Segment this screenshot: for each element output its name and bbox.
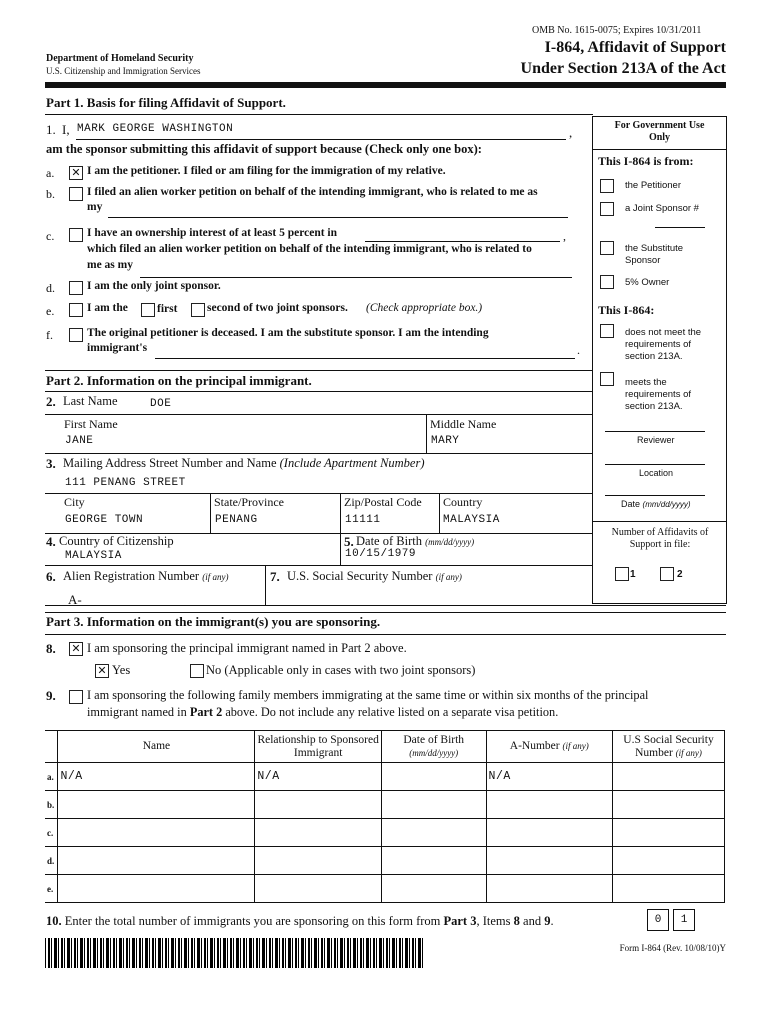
q9-checkbox[interactable] [69, 690, 83, 704]
from-substitute-label: the Substitute Sponsor [625, 243, 684, 266]
row-anumber-cell[interactable] [486, 875, 612, 903]
ssn-label-text: U.S. Social Security Number [287, 569, 433, 583]
q10-part: Part 3 [443, 914, 477, 928]
col-anumber-hint: (if any) [562, 741, 589, 751]
option-a-letter: a. [46, 166, 55, 180]
alien-ssn-divider [265, 565, 266, 605]
q10-text-2: , Items [476, 914, 511, 928]
mailing-address-hint: (Include Apartment Number) [279, 456, 425, 470]
agency-name: U.S. Citizenship and Immigration Services [46, 66, 201, 76]
dob-label-text: Date of Birth [356, 534, 422, 548]
reviewer-line[interactable] [605, 431, 705, 432]
last-name-label: Last Name [63, 394, 118, 408]
country-field[interactable]: MALAYSIA [443, 514, 500, 526]
from-petitioner-checkbox[interactable] [600, 179, 614, 193]
reviewer-label: Reviewer [637, 435, 675, 445]
q8-label: I am sponsoring the principal immigrant named in Part 2 above. [87, 641, 407, 655]
option-e-first-checkbox[interactable] [141, 303, 155, 317]
alien-reg-label [63, 569, 228, 584]
citizenship-dob-divider [340, 533, 341, 565]
q9-number: 9. [46, 688, 56, 703]
zip-field[interactable]: 11111 [345, 514, 381, 526]
row-anumber-cell[interactable] [486, 819, 612, 847]
option-b-label: I filed an alien worker petition on behalf of the intending immigrant, who is related to me as [87, 186, 538, 198]
department-name: Department of Homeland Security [46, 53, 194, 64]
q10-item-8: 8 [513, 914, 520, 928]
option-f-line2: immigrant's [87, 342, 148, 354]
col-dob-header [381, 731, 486, 763]
row-dob-cell[interactable] [381, 875, 486, 903]
option-b-checkbox[interactable] [69, 187, 83, 201]
row-name-cell[interactable] [58, 791, 255, 819]
row-ssn-cell[interactable] [613, 791, 725, 819]
q9-line2-a: immigrant named in [87, 705, 187, 719]
part2-rule [45, 391, 593, 392]
row-name-cell[interactable] [58, 819, 255, 847]
option-a-label: I am the petitioner. I filed or am filing for the immigration of my relative. [87, 165, 446, 177]
q8-checkbox[interactable]: ✕ [69, 642, 83, 656]
row-relationship-cell[interactable] [255, 847, 381, 875]
citizenship-row-rule [45, 565, 593, 566]
last-name-field[interactable]: DOE [150, 398, 172, 410]
option-b-my: my [87, 201, 103, 213]
row-name-cell[interactable]: N/A [58, 763, 255, 791]
citizenship-label: Country of Citizenship [59, 534, 174, 548]
row-ssn-cell[interactable] [613, 763, 725, 791]
q10-and: and [523, 914, 542, 928]
q3-number: 3. [46, 456, 56, 471]
q2-number: 2. [46, 394, 56, 409]
table-row [45, 875, 725, 903]
row-dob-cell[interactable] [381, 819, 486, 847]
table-row [45, 819, 725, 847]
from-substitute-checkbox[interactable] [600, 241, 614, 255]
q4-number: 4. [46, 534, 56, 549]
q1-label: I, [62, 122, 70, 137]
q8-no-checkbox[interactable] [190, 664, 204, 678]
from-joint-sponsor-label: a Joint Sponsor # [625, 203, 699, 214]
total-digit-2-box[interactable]: 1 [673, 909, 695, 931]
sponsored-members-table [45, 730, 725, 903]
first-middle-divider [426, 414, 427, 453]
q6-number: 6. [46, 569, 56, 584]
date-format-hint: (mm/dd/yyyy) [642, 500, 691, 509]
row-dob-cell[interactable] [381, 763, 486, 791]
row-letter: b. [45, 791, 58, 819]
affidavit-count-1-label: 1 [630, 569, 636, 580]
part1-rule [45, 114, 593, 115]
street-rule [45, 493, 593, 494]
col-relationship-header: Relationship to Sponsored Immigrant [255, 731, 381, 763]
q9-line2 [87, 705, 558, 720]
affidavit-count-1-checkbox[interactable] [615, 567, 629, 581]
does-not-meet-label: does not meet the requirements of section 213A. [625, 327, 702, 362]
option-f-relationship-line[interactable] [155, 358, 575, 359]
name-row-rule [45, 453, 593, 454]
row-ssn-cell[interactable] [613, 819, 725, 847]
sponsor-name-underline [76, 139, 566, 140]
citizenship-field[interactable]: MALAYSIA [65, 550, 122, 562]
q10-item-9: 9 [544, 914, 551, 928]
row-relationship-cell[interactable] [255, 791, 381, 819]
meets-checkbox[interactable] [600, 372, 614, 386]
country-label: Country [443, 495, 483, 509]
option-f-label: The original petitioner is deceased. I am the substitute sponsor. I am the intending [87, 327, 489, 339]
government-use-box [592, 116, 727, 604]
ssn-hint: (if any) [435, 572, 462, 582]
row-relationship-cell[interactable] [255, 875, 381, 903]
affidavit-count-2-checkbox[interactable] [660, 567, 674, 581]
option-e-second-label: second of two joint sponsors. [207, 302, 348, 314]
row-relationship-cell[interactable]: N/A [255, 763, 381, 791]
mailing-address-text: Mailing Address Street Number and Name [63, 456, 277, 470]
option-e-label-1: I am the [87, 302, 128, 314]
gov-use-rule [593, 149, 726, 150]
mailing-address-label [63, 456, 425, 471]
table-row [45, 791, 725, 819]
q1-comma: , [569, 125, 573, 140]
affidavits-rule [593, 521, 726, 522]
state-zip-divider [340, 493, 341, 533]
option-e-letter: e. [46, 304, 55, 318]
row-anumber-cell[interactable]: N/A [486, 763, 612, 791]
option-f-letter: f. [46, 328, 53, 342]
date-line[interactable] [605, 495, 705, 496]
city-field[interactable]: GEORGE TOWN [65, 514, 144, 526]
part1-heading: Part 1. Basis for filing Affidavit of Support. [46, 95, 286, 110]
option-c-relationship-line[interactable] [140, 277, 572, 278]
option-e-checkbox[interactable] [69, 303, 83, 317]
affidavit-count-2-label: 2 [677, 569, 683, 580]
ssn-label [287, 569, 462, 584]
option-d-label: I am the only joint sponsor. [87, 280, 221, 292]
q9-line1: I am sponsoring the following family members immigrating at the same time or within six months of the principal [87, 688, 649, 702]
option-c-comma: , [563, 229, 566, 243]
row-dob-cell[interactable] [381, 847, 486, 875]
date-label [621, 498, 691, 511]
q7-number: 7. [270, 569, 280, 584]
form-revision: Form I-864 (Rev. 10/08/10)Y [619, 943, 726, 953]
sponsor-name-field[interactable]: MARK GEORGE WASHINGTON [77, 123, 234, 135]
form-subtitle: Under Section 213A of the Act [520, 60, 726, 77]
q9-line2-c: above. Do not include any relative listed on a separate visa petition. [225, 705, 559, 719]
q8-yes-checkbox[interactable]: ✕ [95, 664, 109, 678]
location-label: Location [639, 468, 674, 478]
table-header-row [45, 731, 725, 763]
q1-number: 1. [46, 122, 56, 137]
q1-instruction: am the sponsor submitting this affidavit of support because (Check only one box): [46, 142, 482, 156]
q5-number: 5. [344, 534, 354, 549]
part2-heading: Part 2. Information on the principal immigrant. [46, 373, 312, 388]
alien-reg-field[interactable]: A- [68, 592, 82, 607]
table-row [45, 847, 725, 875]
from-owner-label: 5% Owner [625, 277, 670, 288]
row-ssn-cell[interactable] [613, 875, 725, 903]
street-field[interactable]: 111 PENANG STREET [65, 477, 186, 489]
q10-number: 10. [46, 914, 62, 928]
part3-rule [45, 634, 726, 635]
row-dob-cell[interactable] [381, 791, 486, 819]
row-anumber-cell[interactable] [486, 791, 612, 819]
date-label-text: Date [621, 499, 641, 509]
row-letter: c. [45, 819, 58, 847]
form-barcode [45, 938, 423, 968]
joint-sponsor-number-line[interactable] [655, 227, 705, 228]
col-dob-hint: (mm/dd/yyyy) [409, 747, 459, 758]
col-anumber-header [486, 731, 612, 763]
row-ssn-cell[interactable] [613, 847, 725, 875]
location-line[interactable] [605, 464, 705, 465]
option-f-period: . [577, 343, 580, 357]
from-owner-checkbox[interactable] [600, 275, 614, 289]
dob-hint: (mm/dd/yyyy) [425, 537, 475, 547]
row-letter: a. [45, 763, 58, 791]
option-b-letter: b. [46, 187, 55, 201]
option-c-checkbox[interactable] [69, 228, 83, 242]
this-heading: This I-864: [598, 303, 655, 317]
first-name-label: First Name [64, 417, 118, 431]
middle-name-label: Middle Name [430, 417, 497, 431]
q10-text-1: Enter the total number of immigrants you are sponsoring on this form from [64, 914, 441, 928]
option-e-hint: (Check appropriate box.) [366, 302, 483, 314]
col-ssn-header-text: U.S Social Security Number [623, 733, 714, 759]
row-relationship-cell[interactable] [255, 819, 381, 847]
city-label: City [64, 495, 85, 509]
last-name-rule [45, 414, 593, 415]
q10-label [46, 914, 554, 929]
option-b-relationship-line[interactable] [108, 217, 568, 218]
omb-number: OMB No. 1615-0075; Expires 10/31/2011 [532, 25, 702, 36]
zip-country-divider [439, 493, 440, 533]
option-e-first-label: first [157, 303, 178, 315]
option-d-letter: d. [46, 281, 55, 295]
q10-dot: . [550, 914, 554, 928]
row-name-cell[interactable] [58, 847, 255, 875]
q8-number: 8. [46, 641, 56, 656]
q8-yes-label: Yes [112, 663, 131, 677]
dob-field[interactable]: 10/15/1979 [345, 548, 417, 560]
middle-name-field[interactable]: MARY [431, 435, 460, 447]
total-digit-1-box[interactable]: 0 [647, 909, 669, 931]
from-petitioner-label: the Petitioner [625, 180, 681, 191]
option-c-line2: which filed an alien worker petition on behalf of the intending immigrant, who is related to [87, 243, 532, 255]
option-e-second-checkbox[interactable] [191, 303, 205, 317]
q8-no-label: No (Applicable only in cases with two joint sponsors) [206, 663, 476, 677]
affidavits-label: Number of Affidavits of Support in file: [611, 527, 709, 550]
row-letter: e. [45, 875, 58, 903]
table-row [45, 763, 725, 791]
alien-reg-label-text: Alien Registration Number [63, 569, 200, 583]
col-ssn-hint: (if any) [675, 747, 702, 758]
option-c-line3: me as my [87, 259, 133, 271]
form-title: I-864, Affidavit of Support [544, 39, 726, 56]
part3-top-rule [45, 612, 726, 613]
option-c-company-line[interactable] [365, 241, 560, 242]
option-c-letter: c. [46, 229, 55, 243]
gov-use-heading: For Government Use Only [614, 120, 705, 143]
option-a-checkbox[interactable]: ✕ [69, 166, 83, 180]
row-name-cell[interactable] [58, 875, 255, 903]
row-anumber-cell[interactable] [486, 847, 612, 875]
first-name-field[interactable]: JANE [65, 435, 94, 447]
col-dob-header-text: Date of Birth [403, 733, 465, 746]
zip-label: Zip/Postal Code [344, 495, 422, 509]
table-corner [45, 731, 58, 763]
city-state-divider [210, 493, 211, 533]
dob-label [356, 534, 474, 549]
option-d-checkbox[interactable] [69, 281, 83, 295]
meets-label: meets the requirements of section 213A. [625, 377, 692, 412]
col-name-header: Name [58, 731, 255, 763]
option-c-label: I have an ownership interest of at least 5 percent in [87, 227, 338, 239]
part2-top-rule [45, 370, 593, 371]
row-letter: d. [45, 847, 58, 875]
does-not-meet-checkbox[interactable] [600, 324, 614, 338]
state-label: State/Province [214, 495, 284, 509]
alien-reg-hint: (if any) [202, 572, 229, 582]
state-field[interactable]: PENANG [215, 514, 258, 526]
part2-bottom-rule [45, 605, 726, 606]
from-heading: This I-864 is from: [598, 154, 694, 168]
option-f-checkbox[interactable] [69, 328, 83, 342]
header-rule [45, 82, 726, 88]
col-anumber-header-text: A-Number [509, 740, 560, 752]
col-ssn-header [613, 731, 725, 763]
from-joint-sponsor-checkbox[interactable] [600, 202, 614, 216]
part3-heading: Part 3. Information on the immigrant(s) you are sponsoring. [46, 614, 381, 629]
q9-line2-part: Part 2 [189, 705, 223, 719]
